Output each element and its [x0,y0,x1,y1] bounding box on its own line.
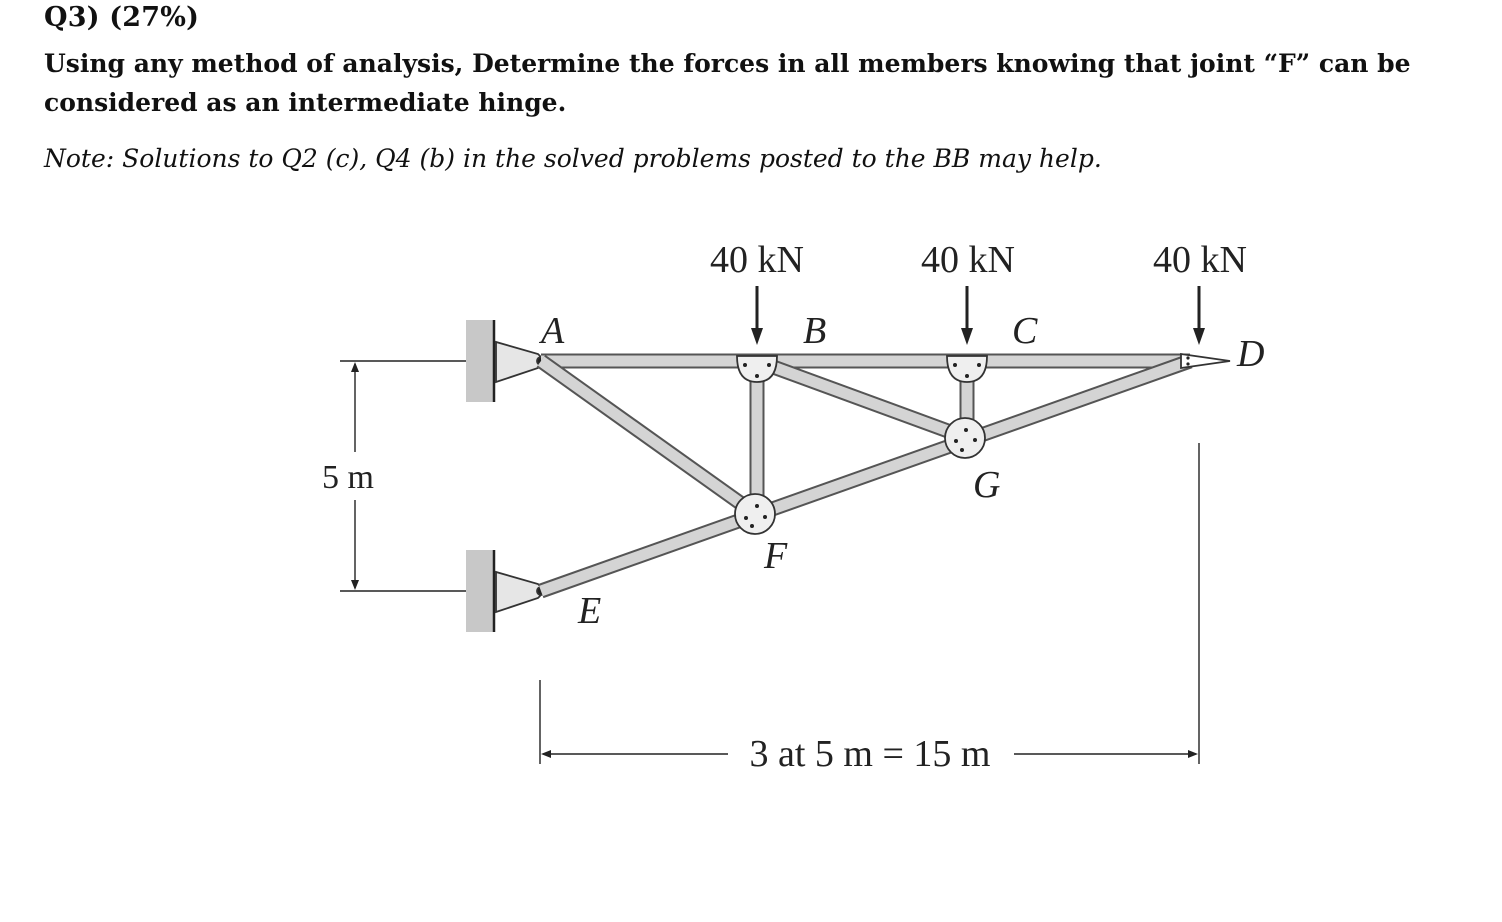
members [541,361,1190,591]
gusset-f [735,494,775,534]
gusset-c [947,356,987,382]
support-a [496,342,545,382]
span-dimension [540,443,1199,764]
joint-label-d: D [1237,333,1265,375]
joint-label-f: F [764,535,788,577]
joint-label-b: B [803,310,827,352]
question-title: Q3) (27%) [44,2,200,33]
support-e [496,572,545,612]
load-label-b: 40 kN [710,239,804,281]
joint-label-c: C [1012,310,1038,352]
load-label-c: 40 kN [921,239,1015,281]
joint-label-g: G [973,464,1001,506]
height-dim-label: 5 m [322,459,374,496]
span-dim-label: 3 at 5 m = 15 m [749,733,991,775]
question-text: Using any method of analysis, Determine the forces in all members knowing that joint “F” can be considered as an intermediate hinge. [44,49,1411,117]
load-label-d: 40 kN [1153,239,1247,281]
wall-a [466,320,494,402]
joint-label-a: A [541,310,565,352]
joint-label-e: E [578,590,602,632]
question-note: Note: Solutions to Q2 (c), Q4 (b) in the solved problems posted to the BB may help. [44,144,1102,173]
gusset-b [737,356,777,382]
wall-e [466,550,494,632]
gusset-g [945,418,985,458]
gusset-d [1181,354,1230,368]
